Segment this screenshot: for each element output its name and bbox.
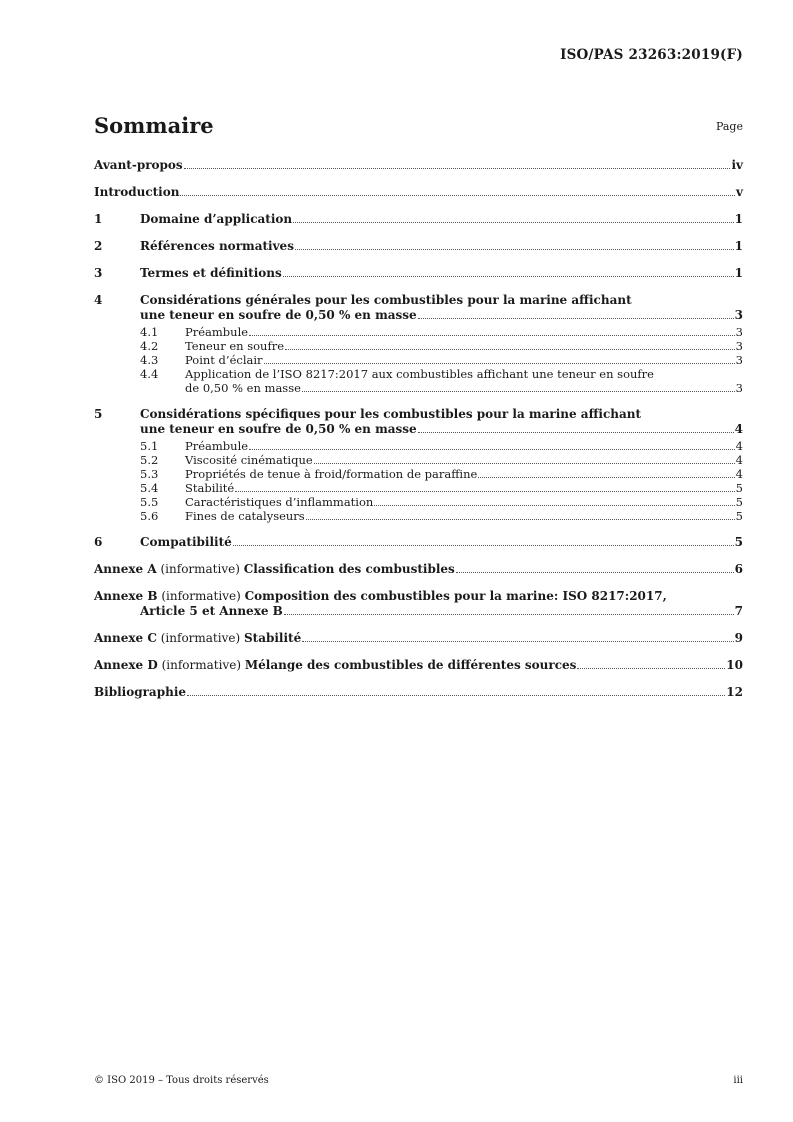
toc-entry-annexe-d[interactable] xyxy=(94,658,743,673)
toc-entry-annexe-b[interactable] xyxy=(94,589,743,619)
dot-leader xyxy=(456,572,734,573)
toc-entry-title-line1: Application de l’ISO 8217:2017 aux combustibles affichant une teneur en soufre xyxy=(185,367,654,381)
toc-entry-title-line2: une teneur en soufre de 0,50 % en masse xyxy=(140,422,417,436)
toc-entry-4-2[interactable] xyxy=(94,339,743,353)
annex-label: Annexe A xyxy=(94,562,157,576)
toc-entry-number: 5.6 xyxy=(140,509,159,523)
toc-entry-5-2[interactable] xyxy=(94,453,743,467)
toc-entry-page: 3 xyxy=(734,308,743,322)
toc-entry-number: 2 xyxy=(94,239,103,253)
toc-entry-number: 4.2 xyxy=(140,339,159,353)
toc-entry-6[interactable] xyxy=(94,535,743,550)
toc-entry-title: Stabilité xyxy=(185,481,235,495)
toc-entry-page: 3 xyxy=(735,381,743,395)
dot-leader xyxy=(264,363,735,364)
toc-entry-title: Références normatives xyxy=(140,239,294,253)
toc-entry-2[interactable] xyxy=(94,239,743,254)
toc-entry-number: 5 xyxy=(94,407,103,421)
toc-entry-title-line2: une teneur en soufre de 0,50 % en masse xyxy=(140,308,417,322)
toc-subsections-4 xyxy=(94,325,743,395)
annex-label: Annexe C xyxy=(94,631,157,645)
table-of-contents xyxy=(94,158,743,712)
toc-entry-title: Bibliographie xyxy=(94,685,187,699)
toc-entry-page: 10 xyxy=(726,658,743,672)
dot-leader xyxy=(306,519,735,520)
toc-entry-5[interactable] xyxy=(94,407,743,437)
toc-entry-title-line2: de 0,50 % en masse xyxy=(185,381,301,395)
toc-entry-title: Mélange des combustibles de différentes sources xyxy=(244,658,577,672)
toc-entry-title-line1: Considérations spécifiques pour les combustibles pour la marine affichant xyxy=(140,407,642,421)
toc-entry-bibliographie[interactable] xyxy=(94,685,743,700)
toc-entry-number: 5.3 xyxy=(140,467,159,481)
toc-entry-title: Point d’éclair xyxy=(185,353,263,367)
dot-leader xyxy=(302,391,735,392)
annex-label: Annexe B xyxy=(94,589,158,603)
toc-entry-title: Fines de catalyseurs xyxy=(185,509,305,523)
toc-entry-1[interactable] xyxy=(94,212,743,227)
toc-entry-title: Classification des combustibles xyxy=(243,562,455,576)
toc-entry-number: 4.4 xyxy=(140,367,159,381)
dot-leader xyxy=(418,318,734,319)
toc-entry-5-5[interactable] xyxy=(94,495,743,509)
toc-entry-5-4[interactable] xyxy=(94,481,743,495)
toc-entry-number: 4.1 xyxy=(140,325,159,339)
toc-entry-page: 5 xyxy=(735,509,743,523)
footer-page-number: iii xyxy=(733,1075,743,1086)
toc-entry-introduction[interactable] xyxy=(94,185,743,200)
toc-entry-title: Teneur en soufre xyxy=(185,339,285,353)
toc-entry-4-3[interactable] xyxy=(94,353,743,367)
toc-subsections-5 xyxy=(94,439,743,523)
toc-entry-page: 12 xyxy=(726,685,743,699)
dot-leader xyxy=(374,505,734,506)
dot-leader xyxy=(577,668,725,669)
toc-entry-title-line1: Composition des combustibles pour la marine: ISO 8217:2017, xyxy=(244,589,667,603)
toc-entry-number: 4.3 xyxy=(140,353,159,367)
toc-entry-title: Domaine d’application xyxy=(140,212,293,226)
toc-entry-page: 6 xyxy=(734,562,743,576)
dot-leader xyxy=(180,195,735,196)
dot-leader xyxy=(314,463,735,464)
toc-entry-5-3[interactable] xyxy=(94,467,743,481)
toc-entry-annexe-c[interactable] xyxy=(94,631,743,646)
toc-entry-annexe-a[interactable] xyxy=(94,562,743,577)
annex-qualifier: (informative) xyxy=(161,658,242,672)
toc-entry-page: 5 xyxy=(735,495,743,509)
toc-entry-page: 4 xyxy=(735,453,743,467)
toc-entry-title: Propriétés de tenue à froid/formation de paraffine xyxy=(185,467,478,481)
toc-entry-number: 5.5 xyxy=(140,495,159,509)
toc-entry-number: 6 xyxy=(94,535,103,549)
toc-entry-title: Introduction xyxy=(94,185,180,199)
toc-entry-title-line2: Article 5 et Annexe B xyxy=(140,604,283,618)
toc-entry-4-4[interactable] xyxy=(94,367,743,395)
toc-entry-avant-propos[interactable] xyxy=(94,158,743,173)
dot-leader xyxy=(249,335,735,336)
dot-leader xyxy=(302,641,733,642)
annex-qualifier: (informative) xyxy=(160,631,241,645)
toc-entry-title: Préambule xyxy=(185,439,249,453)
toc-entry-4-1[interactable] xyxy=(94,325,743,339)
dot-leader xyxy=(293,222,734,223)
dot-leader xyxy=(295,249,734,250)
toc-entry-number: 3 xyxy=(94,266,103,280)
page-column-label: Page xyxy=(715,120,743,133)
toc-entry-title: Préambule xyxy=(185,325,249,339)
toc-entry-page: 3 xyxy=(735,339,743,353)
toc-entry-page: 9 xyxy=(734,631,743,645)
annex-qualifier: (informative) xyxy=(161,589,241,603)
toc-entry-page: v xyxy=(736,185,743,199)
toc-entry-page: 1 xyxy=(734,266,743,280)
toc-entry-5-6[interactable] xyxy=(94,509,743,523)
dot-leader xyxy=(418,432,734,433)
toc-entry-page: 3 xyxy=(735,325,743,339)
toc-entry-page: 4 xyxy=(734,422,743,436)
dot-leader xyxy=(249,449,735,450)
toc-entry-number: 5.4 xyxy=(140,481,159,495)
toc-entry-title: Caractéristiques d’inflammation xyxy=(185,495,374,509)
toc-entry-page: 4 xyxy=(735,439,743,453)
toc-entry-page: 5 xyxy=(735,481,743,495)
dot-leader xyxy=(187,695,725,696)
toc-entry-4[interactable] xyxy=(94,293,743,323)
dot-leader xyxy=(284,614,734,615)
toc-entry-title: Compatibilité xyxy=(140,535,232,549)
toc-entry-page: iv xyxy=(731,158,743,172)
toc-entry-3[interactable] xyxy=(94,266,743,281)
dot-leader xyxy=(235,491,734,492)
toc-entry-number: 5.2 xyxy=(140,453,159,467)
footer-copyright: © ISO 2019 – Tous droits réservés xyxy=(94,1075,269,1086)
toc-entry-title-line1: Considérations générales pour les combustibles pour la marine affichant xyxy=(140,293,632,307)
toc-entry-page: 1 xyxy=(734,212,743,226)
toc-entry-page: 4 xyxy=(735,467,743,481)
toc-entry-number: 5.1 xyxy=(140,439,159,453)
annex-label: Annexe D xyxy=(94,658,158,672)
toc-entry-5-1[interactable] xyxy=(94,439,743,453)
toc-entry-page: 7 xyxy=(734,604,743,618)
toc-entry-title: Stabilité xyxy=(243,631,302,645)
dot-leader xyxy=(285,349,735,350)
toc-entry-title: Avant-propos xyxy=(94,158,183,172)
toc-entry-page: 3 xyxy=(735,353,743,367)
annex-qualifier: (informative) xyxy=(160,562,240,576)
toc-entry-number: 1 xyxy=(94,212,103,226)
dot-leader xyxy=(233,545,734,546)
dot-leader xyxy=(478,477,734,478)
dot-leader xyxy=(184,168,731,169)
dot-leader xyxy=(283,276,734,277)
toc-title: Sommaire xyxy=(94,113,214,138)
toc-entry-page: 5 xyxy=(734,535,743,549)
document-id: ISO/PAS 23263:2019(F) xyxy=(560,47,743,63)
toc-entry-number: 4 xyxy=(94,293,103,307)
toc-entry-title: Viscosité cinématique xyxy=(185,453,313,467)
toc-entry-page: 1 xyxy=(734,239,743,253)
toc-entry-title: Termes et définitions xyxy=(140,266,282,280)
